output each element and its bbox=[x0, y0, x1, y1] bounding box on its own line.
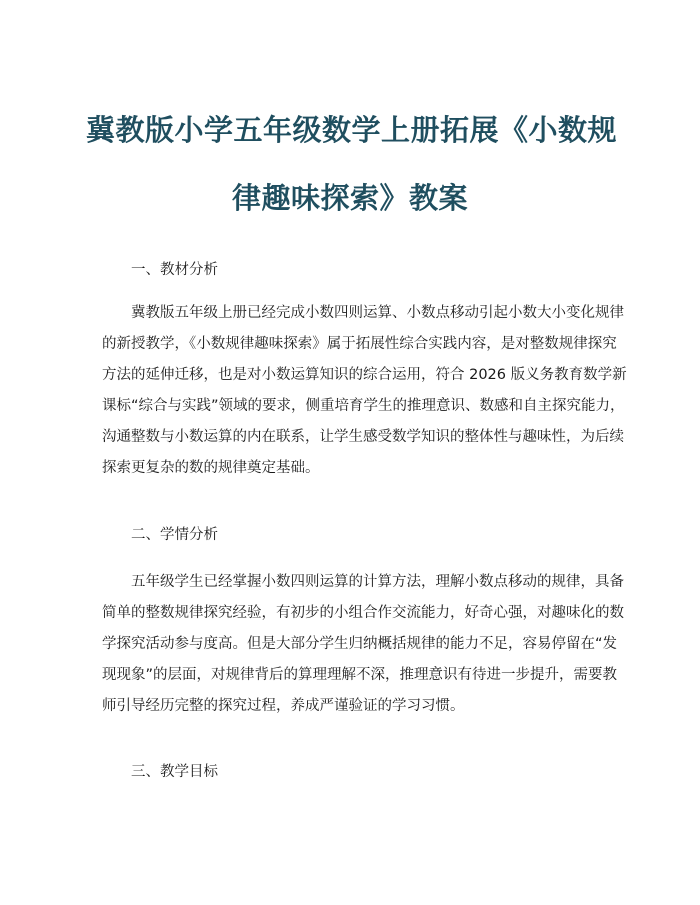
paragraph-line: 现现象”的层面，对规律背后的算理理解不深，推理意识有待进一步提升，需要教 bbox=[102, 667, 618, 683]
paragraph-line: 方法的延伸迁移，也是对小数运算知识的综合运用，符合 2026 版义务教育数学新 bbox=[102, 367, 627, 383]
section-heading-textbook-analysis: 一、教材分析 bbox=[131, 262, 218, 278]
paragraph-line: 冀教版五年级上册已经完成小数四则运算、小数点移动引起小数大小变化规律 bbox=[131, 305, 624, 321]
section-heading-learner-analysis: 二、学情分析 bbox=[131, 527, 218, 543]
paragraph-line: 沟通整数与小数运算的内在联系，让学生感受数学知识的整体性与趣味性，为后续 bbox=[102, 429, 624, 445]
paragraph-line: 学探究活动参与度高。但是大部分学生归纳概括规律的能力不足，容易停留在“发 bbox=[102, 636, 618, 652]
paragraph-line: 探索更复杂的数的规律奠定基础。 bbox=[102, 460, 320, 476]
paragraph-line: 课标“综合与实践”领域的要求，侧重培育学生的推理意识、数感和自主探究能力， bbox=[102, 398, 625, 414]
paragraph-line: 师引导经历完整的探究过程，养成严谨验证的学习习惯。 bbox=[102, 698, 465, 714]
paragraph-line: 的新授教学，《小数规律趣味探索》属于拓展性综合实践内容，是对整数规律探究 bbox=[102, 336, 617, 352]
document-title-line-2: 律趣味探索》教案 bbox=[231, 181, 468, 215]
paragraph-line: 五年级学生已经掌握小数四则运算的计算方法，理解小数点移动的规律，具备 bbox=[131, 574, 624, 590]
paragraph-line: 简单的整数规律探究经验，有初步的小组合作交流能力，好奇心强，对趣味化的数 bbox=[102, 605, 624, 621]
section-heading-teaching-objectives: 三、教学目标 bbox=[131, 764, 218, 780]
document-title-line-1: 冀教版小学五年级数学上册拓展《小数规 bbox=[86, 113, 618, 147]
